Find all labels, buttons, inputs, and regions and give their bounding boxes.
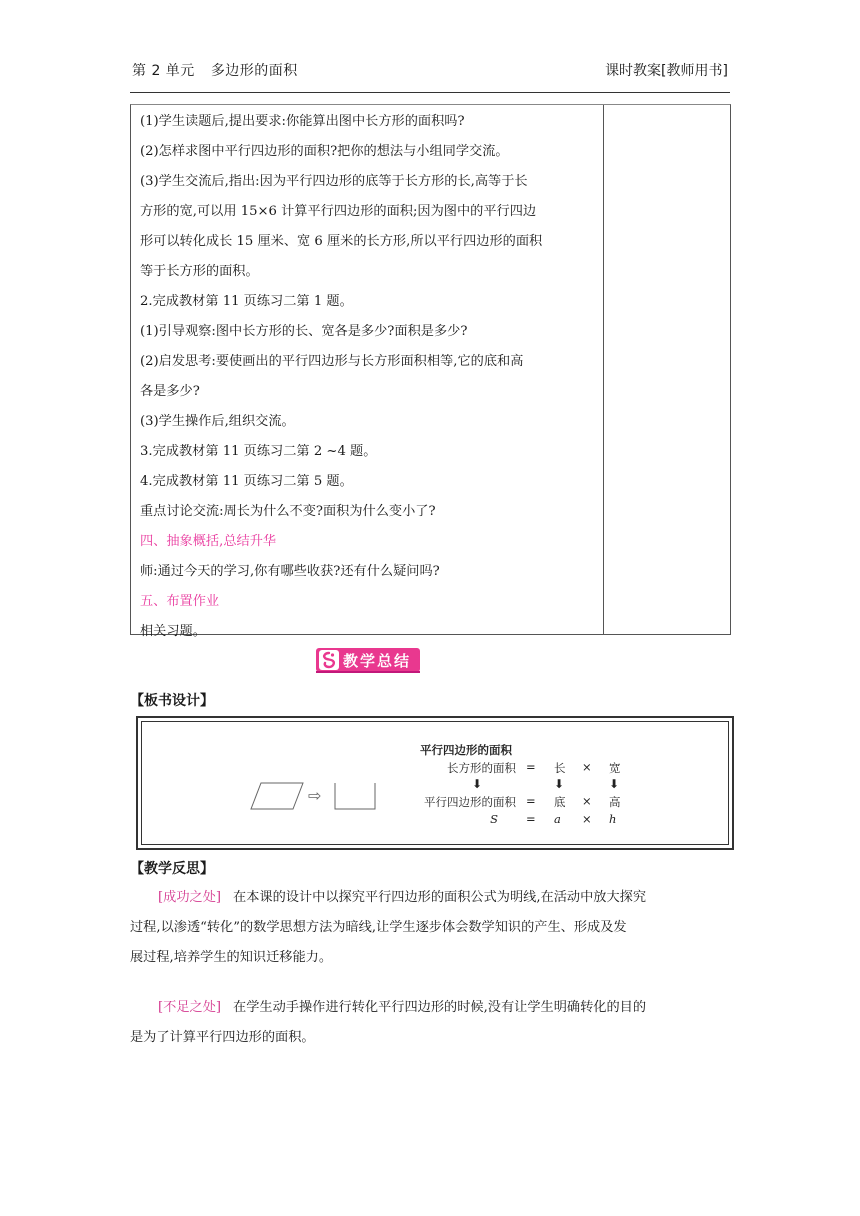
reflection-line: 是为了计算平行四边形的面积。: [130, 1030, 315, 1045]
times-sign: ×: [582, 794, 592, 808]
shortfall-tag: [不足之处]: [158, 1000, 222, 1015]
table-column-divider: [603, 105, 604, 634]
formula-symbol: h: [609, 812, 617, 826]
table-line: 相关习题。: [140, 624, 206, 639]
formula-arrows: [414, 777, 644, 793]
table-line: 重点讨论交流:周长为什么不变?面积为什么变小了?: [140, 504, 436, 519]
down-arrow-icon: ⬇: [609, 777, 620, 791]
formula-symbol: a: [554, 812, 561, 826]
table-line: 等于长方形的面积。: [140, 264, 259, 279]
header-rule: [130, 92, 730, 93]
reflection-line: 过程,以渗透“转化”的数学思想方法为暗线,让学生逐步体会数学知识的产生、形成及发: [130, 920, 627, 935]
table-line: 2.完成教材第 11 页练习二第 1 题。: [140, 294, 353, 309]
table-line: (1)学生读题后,提出要求:你能算出图中长方形的面积吗?: [140, 114, 465, 129]
lesson-steps: [140, 107, 596, 647]
badge-underline: [316, 671, 420, 673]
table-line: (1)引导观察:图中长方形的长、宽各是多少?面积是多少?: [140, 324, 468, 339]
teaching-summary-badge: [316, 648, 420, 672]
table-line: 方形的宽,可以用 15×6 计算平行四边形的面积;因为图中的平行四边: [140, 204, 537, 219]
reflection-line: 在学生动手操作进行转化平行四边形的时候,没有让学生明确转化的目的: [233, 1000, 647, 1015]
header-left: [132, 60, 298, 80]
reflection-line: 展过程,培养学生的知识迁移能力。: [130, 950, 333, 965]
table-line: (2)怎样求图中平行四边形的面积?把你的想法与小组同学交流。: [140, 144, 509, 159]
transform-arrow-icon: ⇨: [308, 786, 322, 805]
formula-title: 平行四边形的面积: [420, 743, 512, 757]
formula-symbol: S: [490, 812, 498, 826]
down-arrow-icon: ⬇: [472, 777, 483, 791]
formula-term: 底: [554, 795, 566, 809]
equals-sign: =: [526, 812, 536, 826]
lesson-table: [130, 104, 731, 639]
board-design-heading: 【板书设计】: [130, 693, 214, 709]
reflection-success: [130, 883, 730, 973]
reflection-line: 在本课的设计中以探究平行四边形的面积公式为明线,在活动中放大探究: [233, 890, 647, 905]
equals-sign: =: [526, 794, 536, 808]
section-heading-homework: 五、布置作业: [140, 594, 220, 609]
parallelogram-shape: [251, 783, 303, 809]
swirl-logo-icon: [319, 650, 339, 670]
formula-term: 宽: [609, 761, 621, 775]
reflection-shortfall: [130, 993, 730, 1053]
table-line: 各是多少?: [140, 384, 200, 399]
times-sign: ×: [582, 760, 592, 774]
table-line: 3.完成教材第 11 页练习二第 2 ~4 题。: [140, 444, 377, 459]
rectangle-shape: [335, 783, 375, 809]
table-line: (3)学生操作后,组织交流。: [140, 414, 295, 429]
table-line: 形可以转化成长 15 厘米、宽 6 厘米的长方形,所以平行四边形的面积: [140, 234, 543, 249]
success-tag: [成功之处]: [158, 890, 222, 905]
equals-sign: =: [526, 760, 536, 774]
formula-term: 长: [554, 761, 566, 775]
page-header: [130, 60, 730, 82]
down-arrow-icon: ⬇: [554, 777, 565, 791]
board-design-frame: [136, 716, 734, 850]
formula-term: 高: [609, 795, 621, 809]
section-heading-summary: 四、抽象概括,总结升华: [140, 534, 277, 549]
formula-term: 长方形的面积: [447, 761, 516, 775]
unit-label: 第 2 单元: [132, 63, 195, 79]
board-design-inner: [141, 721, 729, 845]
unit-title: 多边形的面积: [210, 63, 298, 79]
table-line: 师:通过今天的学习,你有哪些收获?还有什么疑问吗?: [140, 564, 440, 579]
formula-row-symbols: [414, 812, 644, 828]
table-line: (3)学生交流后,指出:因为平行四边形的底等于长方形的长,高等于长: [140, 174, 528, 189]
times-sign: ×: [582, 812, 592, 826]
formula-row-parallelogram: [414, 794, 644, 810]
formula-term: 平行四边形的面积: [424, 795, 516, 809]
badge-text: 教学总结: [343, 651, 412, 670]
header-right: 课时教案[教师用书]: [605, 63, 728, 79]
teaching-reflection-heading: 【教学反思】: [130, 861, 214, 877]
table-line: (2)启发思考:要使画出的平行四边形与长方形面积相等,它的底和高: [140, 354, 524, 369]
formula-row-rectangle: [414, 760, 644, 776]
table-line: 4.完成教材第 11 页练习二第 5 题。: [140, 474, 353, 489]
